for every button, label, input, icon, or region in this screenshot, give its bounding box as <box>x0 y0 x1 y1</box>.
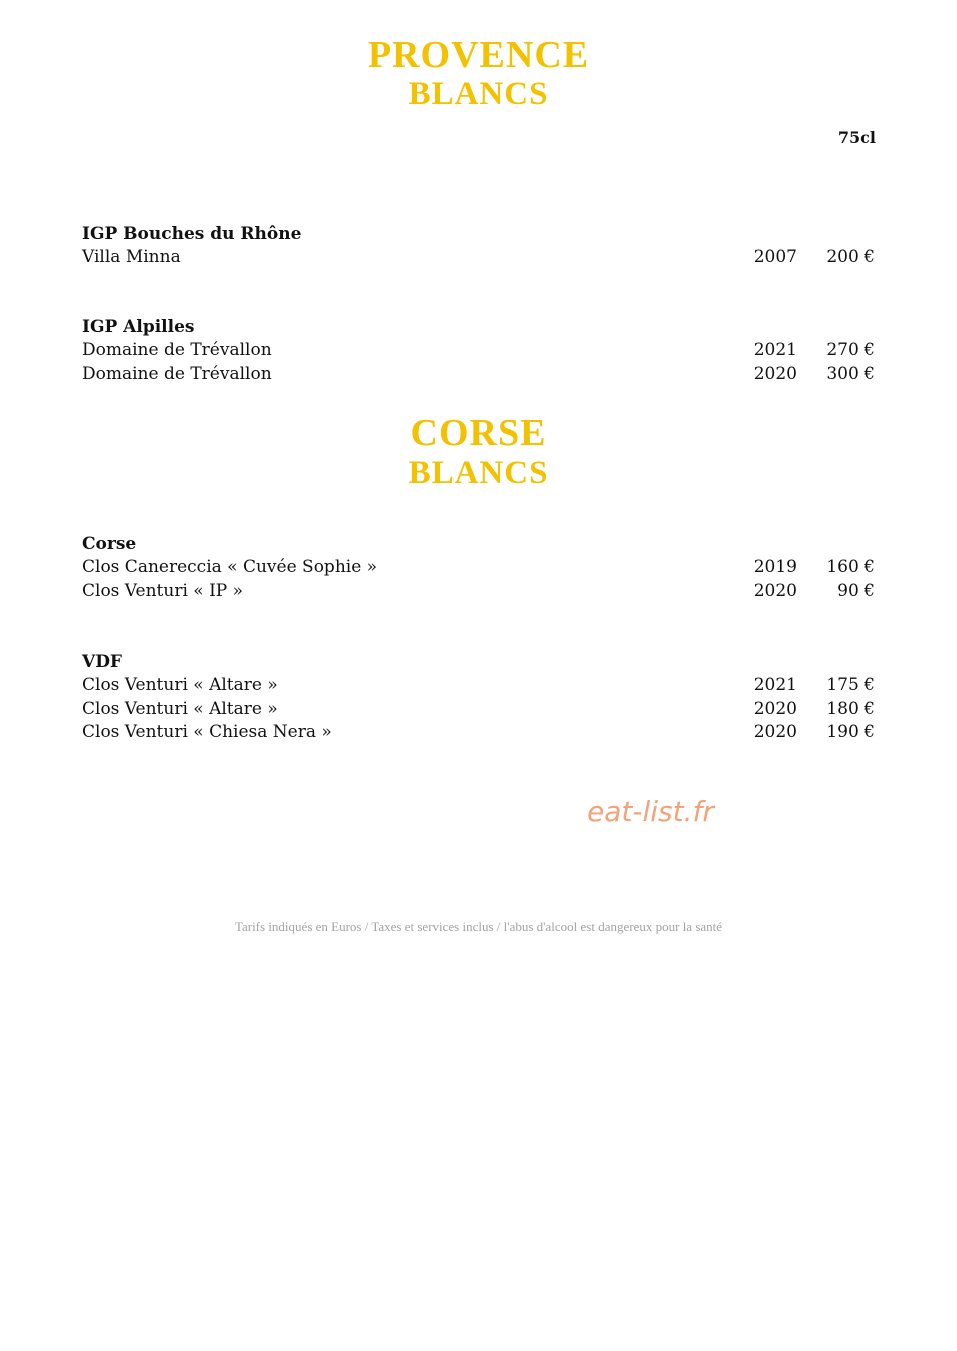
wine-price: 175 € <box>826 675 875 695</box>
wine-price: 190 € <box>826 722 875 742</box>
wine-name: Clos Venturi « Chiesa Nera » <box>82 722 332 742</box>
wine-name: Villa Minna <box>82 247 181 267</box>
wine-year: 2007 <box>753 247 797 267</box>
wine-row <box>82 580 877 604</box>
section-subtitle-corse: BLANCS <box>408 455 549 491</box>
group-igp-bouches-du-rhone <box>82 223 877 270</box>
wine-name: Clos Venturi « Altare » <box>82 675 278 695</box>
wine-price: 160 € <box>826 557 875 577</box>
wine-price: 180 € <box>826 698 875 719</box>
wine-name: Clos Canereccia « Cuvée Sophie » <box>82 557 378 577</box>
wine-year: 2021 <box>753 675 797 695</box>
wine-name: Domaine de Trévallon <box>82 340 272 360</box>
wine-row <box>82 363 877 387</box>
wine-name: Clos Venturi « IP » <box>82 580 244 601</box>
wine-year: 2020 <box>753 363 797 384</box>
group-corse <box>82 533 877 603</box>
wine-row <box>82 339 877 363</box>
wine-row <box>82 556 877 580</box>
group-heading: IGP Bouches du Rhône <box>82 224 302 244</box>
section-title-corse: CORSE <box>410 412 547 454</box>
group-heading: VDF <box>82 652 123 672</box>
section-subtitle-provence: BLANCS <box>408 76 549 112</box>
wine-year: 2020 <box>753 698 797 719</box>
wine-name: Clos Venturi « Altare » <box>82 698 278 719</box>
group-heading: IGP Alpilles <box>82 317 195 337</box>
wine-row <box>82 698 877 722</box>
wine-row <box>82 721 877 745</box>
bottle-size-label: 75cl <box>837 128 876 147</box>
wine-row <box>82 246 877 270</box>
group-igp-alpilles <box>82 316 877 386</box>
group-heading: Corse <box>82 534 137 554</box>
wine-year: 2021 <box>753 340 797 360</box>
wine-price: 300 € <box>826 363 875 384</box>
wine-price: 90 € <box>837 580 875 601</box>
wine-name: Domaine de Trévallon <box>82 363 272 384</box>
wine-year: 2020 <box>753 722 797 742</box>
wine-row <box>82 674 877 698</box>
wine-price: 270 € <box>826 340 875 360</box>
wine-year: 2020 <box>753 580 797 601</box>
wine-price: 200 € <box>826 247 875 267</box>
wine-year: 2019 <box>753 557 797 577</box>
watermark: eat-list.fr <box>587 795 714 828</box>
section-title-provence: PROVENCE <box>367 34 590 76</box>
footer-note: Tarifs indiqués en Euros / Taxes et services inclus / l'abus d'alcool est dangereux pour la santé <box>234 919 723 934</box>
group-vdf <box>82 651 877 745</box>
